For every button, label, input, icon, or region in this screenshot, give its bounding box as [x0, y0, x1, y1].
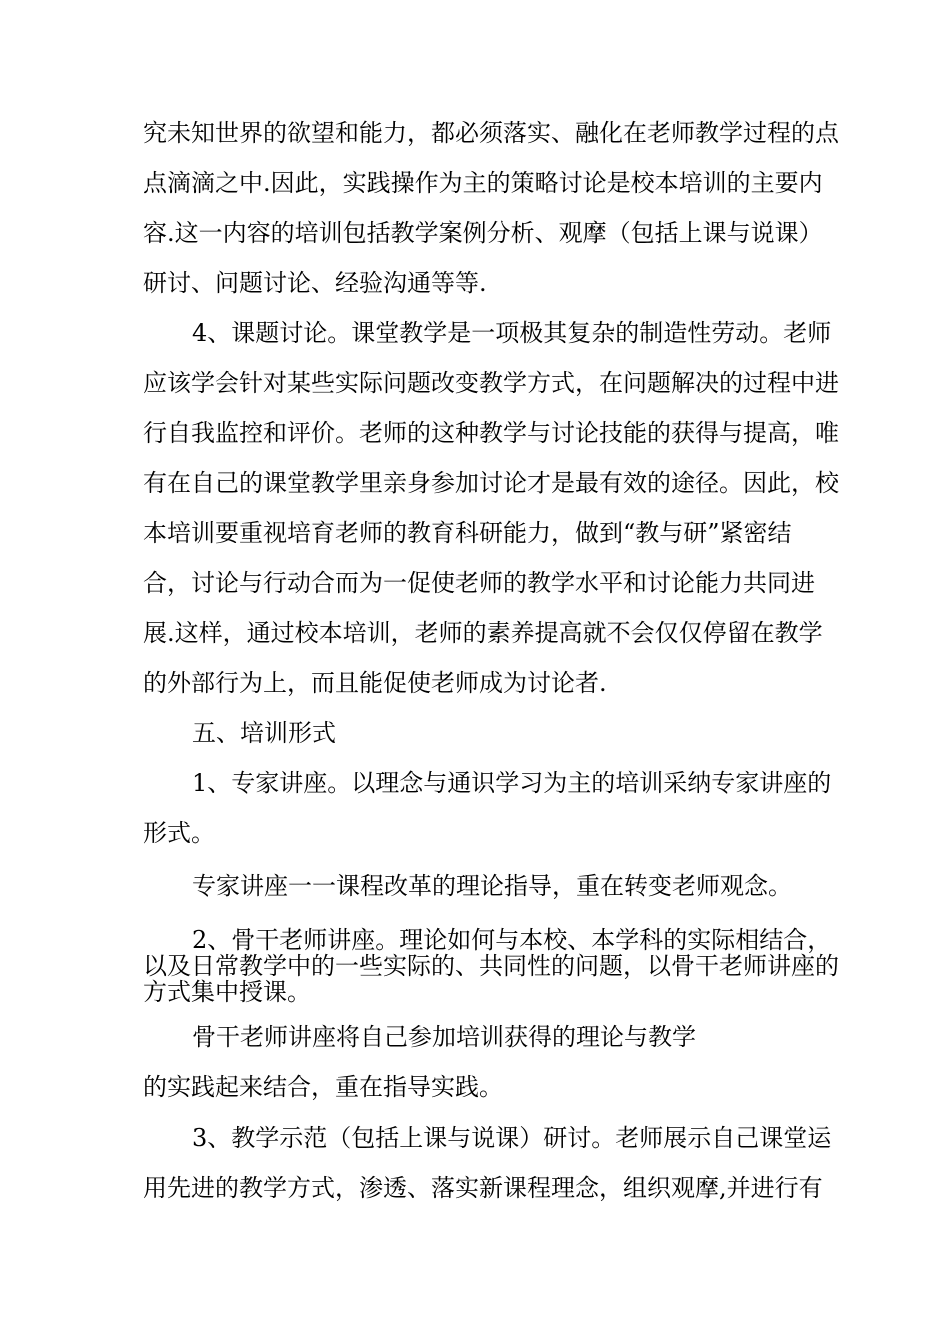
paragraph-line: 研讨、问题讨论、经验沟通等等.: [143, 269, 487, 297]
paragraph-line: 骨干老师讲座将自己参加培训获得的理论与教学: [192, 1023, 696, 1051]
paragraph-line: 1、专家讲座。以理念与通识学习为主的培训采纳专家讲座的: [192, 769, 832, 797]
paragraph-line: 容.这一内容的培训包括教学案例分析、观摩（包括上课与说课）: [143, 219, 823, 247]
paragraph-line: 形式。: [143, 819, 215, 847]
paragraph-line: 4、课题讨论。课堂教学是一项极其复杂的制造性劳动。老师: [192, 319, 832, 347]
paragraph-line: 3、教学示范（包括上课与说课）研讨。老师展示自己课堂运: [192, 1124, 832, 1152]
paragraph-line: 的外部行为上，而且能促使老师成为讨论者.: [143, 669, 607, 697]
paragraph-line: 方式集中授课。: [143, 978, 311, 1006]
paragraph-line: 合，讨论与行动合而为一促使老师的教学水平和讨论能力共同进: [143, 569, 815, 597]
section-heading: 五、培训形式: [192, 719, 336, 747]
paragraph-line: 2、骨干老师讲座。理论如何与本校、本学科的实际相结合，: [192, 926, 832, 954]
paragraph-line: 有在自己的课堂教学里亲身参加讨论才是最有效的途径。因此，校: [143, 469, 839, 497]
paragraph-line: 点滴滴之中.因此，实践操作为主的策略讨论是校本培训的主要内: [143, 169, 823, 197]
paragraph-line: 专家讲座一一课程改革的理论指导，重在转变老师观念。: [192, 872, 792, 900]
paragraph-line: 展.这样，通过校本培训，老师的素养提高就不会仅仅停留在教学: [143, 619, 823, 647]
paragraph-line: 行自我监控和评价。老师的这种教学与讨论技能的获得与提高，唯: [143, 419, 839, 447]
paragraph-line: 的实践起来结合，重在指导实践。: [143, 1073, 503, 1101]
paragraph-line: 应该学会针对某些实际问题改变教学方式，在问题解决的过程中进: [143, 369, 839, 397]
paragraph-line: 本培训要重视培育老师的教育科研能力，做到“教与研”紧密结: [143, 519, 792, 547]
paragraph-line: 究未知世界的欲望和能力，都必须落实、融化在老师教学过程的点: [143, 119, 839, 147]
paragraph-line: 以及日常教学中的一些实际的、共同性的问题，以骨干老师讲座的: [143, 952, 839, 980]
paragraph-line: 用先进的教学方式，渗透、落实新课程理念，组织观摩,并进行有: [143, 1174, 823, 1202]
